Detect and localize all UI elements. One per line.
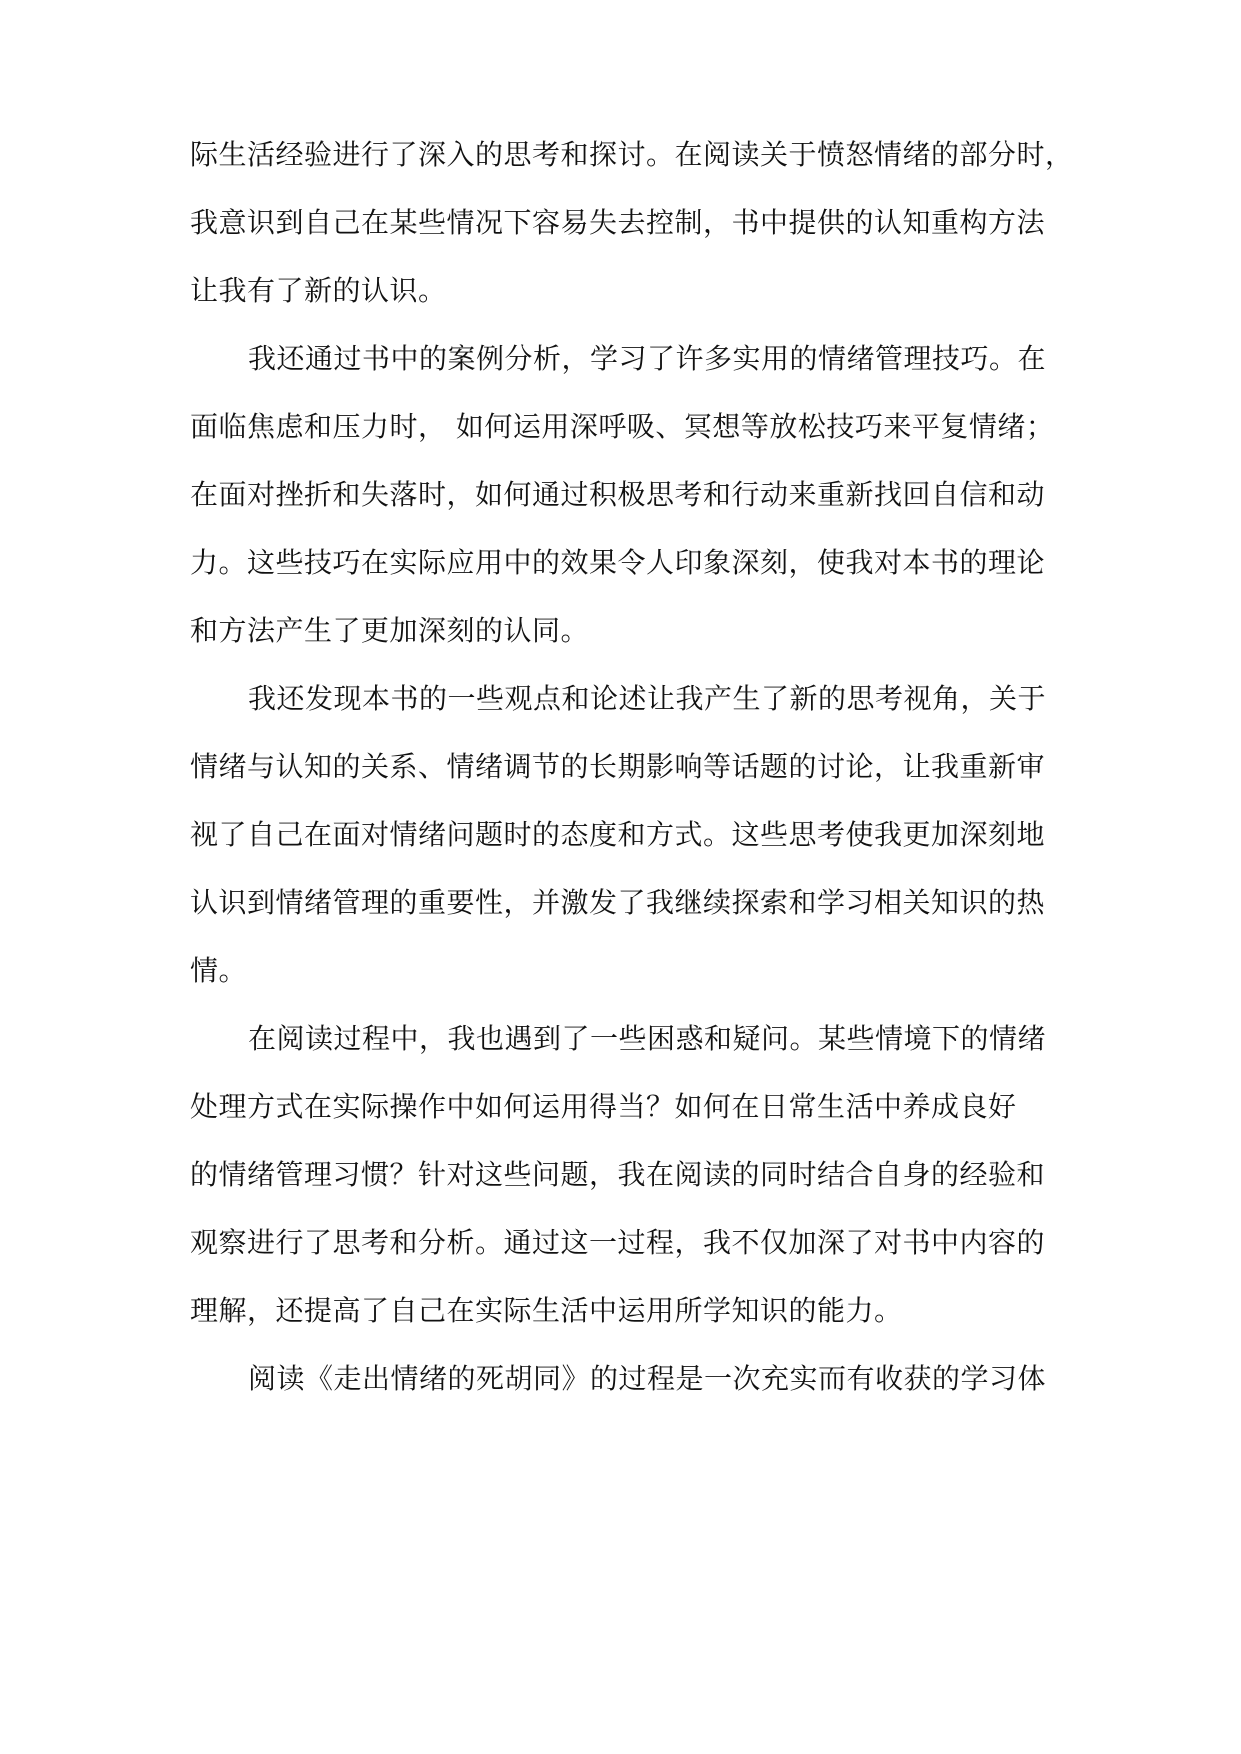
paragraph-3-line-3: 视了自己在面对情绪问题时的态度和方式。这些思考使我更加深刻地 [190,818,1046,851]
paragraph-1-line-2: 我意识到自己在某些情况下容易失去控制，书中提供的认知重构方法 [190,206,1046,239]
paragraph-2-line-5: 和方法产生了更加深刻的认同。 [190,614,590,647]
paragraph-2-line-1: 我还通过书中的案例分析，学习了许多实用的情绪管理技巧。在 [248,342,1047,375]
paragraph-4-line-2: 处理方式在实际操作中如何运用得当？如何在日常生活中养成良好 [190,1090,1017,1123]
paragraph-4-line-1: 在阅读过程中，我也遇到了一些困惑和疑问。某些情境下的情绪 [248,1022,1047,1055]
paragraph-3-line-4: 认识到情绪管理的重要性，并激发了我继续探索和学习相关知识的热 [190,886,1046,919]
paragraph-1-line-3: 让我有了新的认识。 [190,274,447,307]
paragraph-3-line-1: 我还发现本书的一些观点和论述让我产生了新的思考视角，关于 [248,682,1047,715]
paragraph-4-line-5: 理解，还提高了自己在实际生活中运用所学知识的能力。 [190,1294,903,1327]
paragraph-5-line-1: 阅读《走出情绪的死胡同》的过程是一次充实而有收获的学习体 [248,1362,1047,1395]
paragraph-2-line-2: 面临焦虑和压力时， 如何运用深呼吸、冥想等放松技巧来平复情绪； [190,410,1055,443]
paragraph-3-line-5: 情。 [190,954,248,987]
paragraph-2-line-4: 力。这些技巧在实际应用中的效果令人印象深刻，使我对本书的理论 [190,546,1046,579]
paragraph-2-line-3: 在面对挫折和失落时，如何通过积极思考和行动来重新找回自信和动 [190,478,1046,511]
paragraph-4-line-3: 的情绪管理习惯？针对这些问题，我在阅读的同时结合自身的经验和 [190,1158,1046,1191]
paragraph-3-line-2: 情绪与认知的关系、情绪调节的长期影响等话题的讨论，让我重新审 [190,750,1046,783]
paragraph-4-line-4: 观察进行了思考和分析。通过这一过程，我不仅加深了对书中内容的 [190,1226,1046,1259]
paragraph-1-line-1: 际生活经验进行了深入的思考和探讨。在阅读关于愤怒情绪的部分时， [190,138,1074,171]
